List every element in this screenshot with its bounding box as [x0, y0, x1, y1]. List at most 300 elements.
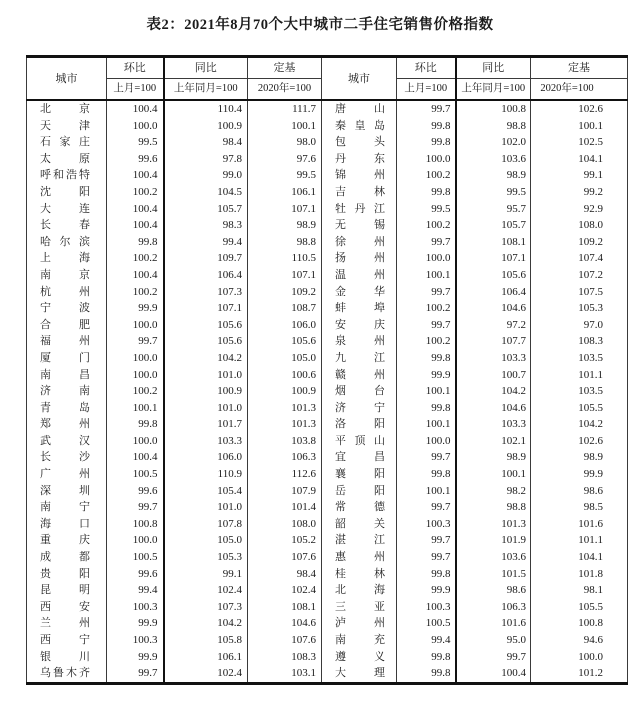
yoy-value: 98.9	[456, 449, 531, 466]
yoy-value: 101.3	[456, 516, 531, 533]
city-cell	[27, 615, 107, 632]
city-cell	[322, 466, 397, 483]
fixed-base-value: 100.8	[578, 617, 603, 630]
table-row	[27, 118, 628, 135]
fixed-base-value: 109.2	[248, 284, 322, 301]
table-row	[27, 649, 628, 666]
city-cell	[322, 582, 397, 599]
mom-value: 100.0	[397, 433, 456, 450]
table-row	[27, 333, 628, 350]
city-name: 大理	[335, 667, 385, 680]
city-cell	[322, 549, 397, 566]
fixed-base-value: 107.1	[248, 267, 322, 284]
city-name: 秦皇岛	[335, 119, 385, 132]
yoy-value: 103.6	[456, 549, 531, 566]
mom-value: 100.0	[107, 317, 164, 334]
mom-value: 99.9	[397, 367, 456, 384]
city-cell	[27, 632, 107, 649]
table-row	[27, 532, 628, 549]
city-cell	[322, 317, 397, 334]
yoy-value: 101.0	[164, 499, 248, 516]
city-cell	[27, 167, 107, 184]
yoy-value: 98.2	[456, 483, 531, 500]
city-cell	[322, 151, 397, 168]
yoy-value: 105.0	[164, 532, 248, 549]
yoy-value: 107.7	[456, 333, 531, 350]
mom-value: 100.0	[397, 151, 456, 168]
mom-value: 100.2	[397, 167, 456, 184]
mom-value: 100.5	[107, 466, 164, 483]
city-name: 唐山	[335, 103, 385, 115]
yoy-value: 97.8	[164, 151, 248, 168]
fixed-base-value: 98.8	[248, 234, 322, 251]
city-cell	[322, 615, 397, 632]
table-row	[27, 516, 628, 533]
table-row	[27, 566, 628, 583]
mom-value: 100.3	[397, 516, 456, 533]
fixed-base-value: 106.3	[248, 449, 322, 466]
city-name: 深圳	[40, 484, 90, 497]
city-cell	[27, 549, 107, 566]
fixed-base-value: 102.4	[248, 582, 322, 599]
city-cell	[322, 532, 397, 549]
table-row	[27, 151, 628, 168]
fixed-base-value: 98.9	[248, 217, 322, 234]
city-column-header-left: 城市	[27, 57, 107, 101]
city-cell	[27, 151, 107, 168]
city-name: 宜昌	[335, 451, 385, 464]
mom-value: 100.3	[107, 599, 164, 616]
mom-value: 100.4	[107, 201, 164, 218]
city-cell	[322, 350, 397, 367]
city-cell	[27, 350, 107, 367]
yoy-value: 108.1	[456, 234, 531, 251]
city-cell	[27, 400, 107, 417]
city-cell	[27, 532, 107, 549]
mom-value: 100.4	[107, 100, 164, 118]
fixed-base-value: 98.1	[583, 584, 603, 597]
yoy-value: 106.4	[164, 267, 248, 284]
table-row	[27, 250, 628, 267]
table-row	[27, 217, 628, 234]
city-cell	[322, 134, 397, 151]
yoy-value: 102.0	[456, 134, 531, 151]
yoy-value: 105.3	[164, 549, 248, 566]
fixed-base-value: 98.6	[583, 484, 603, 497]
mom-value: 100.4	[107, 267, 164, 284]
city-name: 三亚	[335, 600, 385, 613]
city-name: 青岛	[40, 401, 90, 414]
mom-value: 100.5	[397, 615, 456, 632]
table-row	[27, 433, 628, 450]
fixed-base-value: 101.1	[578, 368, 603, 381]
city-cell	[27, 582, 107, 599]
fixed-base-subheader-right: 2020年=100	[531, 79, 628, 101]
fixed-base-value: 92.9	[583, 202, 603, 215]
yoy-value: 105.6	[164, 317, 248, 334]
table-row	[27, 499, 628, 516]
fixed-base-value: 102.6	[578, 434, 603, 447]
mom-value: 100.2	[397, 300, 456, 317]
mom-value: 100.0	[107, 367, 164, 384]
fixed-base-value: 103.1	[248, 665, 322, 683]
city-name: 上海	[40, 252, 90, 265]
mom-value: 100.4	[107, 449, 164, 466]
city-cell	[322, 499, 397, 516]
yoy-value: 109.7	[164, 250, 248, 267]
mom-value: 99.8	[397, 118, 456, 135]
city-cell	[322, 367, 397, 384]
mom-value: 100.2	[107, 284, 164, 301]
city-name: 武汉	[40, 434, 90, 447]
mom-value: 100.0	[397, 250, 456, 267]
fixed-base-column-header-left: 定基	[248, 57, 322, 79]
city-cell	[322, 665, 397, 683]
yoy-subheader-right: 上年同月=100	[456, 79, 531, 101]
fixed-base-value: 104.1	[578, 152, 603, 165]
city-name: 兰州	[40, 617, 90, 630]
city-name: 泉州	[335, 335, 385, 348]
fixed-base-value: 107.9	[248, 483, 322, 500]
fixed-base-value: 99.5	[248, 167, 322, 184]
fixed-base-value: 104.1	[578, 551, 603, 564]
fixed-base-value: 94.6	[583, 634, 603, 646]
yoy-value: 104.5	[164, 184, 248, 201]
city-name: 呼和浩特	[40, 169, 90, 182]
fixed-base-value: 97.0	[583, 318, 603, 331]
mom-value: 99.7	[107, 665, 164, 683]
city-cell	[322, 649, 397, 666]
city-name: 乌鲁木齐	[40, 667, 90, 680]
yoy-value: 104.2	[164, 350, 248, 367]
yoy-value: 100.7	[456, 367, 531, 384]
fixed-base-value: 102.5	[578, 136, 603, 149]
mom-value: 99.9	[107, 649, 164, 666]
mom-value: 99.8	[397, 466, 456, 483]
yoy-value: 102.1	[456, 433, 531, 450]
fixed-base-value: 103.5	[578, 385, 603, 398]
fixed-base-value: 107.1	[248, 201, 322, 218]
city-cell	[322, 632, 397, 649]
city-cell	[322, 167, 397, 184]
fixed-base-value: 98.9	[583, 451, 603, 464]
fixed-base-value: 109.2	[578, 235, 603, 248]
city-name: 安庆	[335, 318, 385, 331]
table-row	[27, 134, 628, 151]
fixed-base-value: 110.5	[248, 250, 322, 267]
fixed-base-value: 107.6	[248, 549, 322, 566]
fixed-base-value: 98.5	[583, 501, 603, 514]
fixed-base-value: 104.2	[578, 418, 603, 431]
city-name: 无锡	[335, 219, 385, 232]
mom-column-header-left: 环比	[107, 57, 164, 79]
fixed-base-value: 101.3	[248, 416, 322, 433]
mom-value: 99.7	[107, 333, 164, 350]
fixed-base-value: 106.0	[248, 317, 322, 334]
city-cell	[322, 217, 397, 234]
mom-value: 100.4	[107, 217, 164, 234]
yoy-value: 105.6	[456, 267, 531, 284]
city-cell	[27, 118, 107, 135]
table-row	[27, 632, 628, 649]
mom-value: 99.8	[397, 350, 456, 367]
city-cell	[322, 433, 397, 450]
mom-value: 99.7	[397, 234, 456, 251]
fixed-base-value: 108.3	[578, 335, 603, 348]
table-row	[27, 549, 628, 566]
table-row	[27, 201, 628, 218]
table-body	[27, 100, 628, 683]
mom-value: 99.9	[107, 615, 164, 632]
city-cell	[27, 100, 107, 118]
yoy-value: 102.4	[164, 665, 248, 683]
yoy-value: 106.3	[456, 599, 531, 616]
table-row	[27, 300, 628, 317]
mom-value: 99.7	[397, 549, 456, 566]
city-cell	[322, 100, 397, 118]
mom-value: 100.1	[107, 400, 164, 417]
city-name: 西宁	[40, 634, 90, 646]
mom-value: 100.1	[397, 383, 456, 400]
yoy-value: 99.4	[164, 234, 248, 251]
city-cell	[322, 201, 397, 218]
city-name: 湛江	[335, 534, 385, 547]
fixed-base-value: 100.9	[248, 383, 322, 400]
yoy-value: 106.1	[164, 649, 248, 666]
yoy-value: 106.0	[164, 449, 248, 466]
city-cell	[27, 367, 107, 384]
mom-value: 99.8	[397, 649, 456, 666]
mom-value: 99.7	[397, 317, 456, 334]
city-cell	[322, 184, 397, 201]
city-cell	[322, 333, 397, 350]
fixed-base-value: 101.1	[578, 534, 603, 547]
mom-value: 99.8	[397, 665, 456, 683]
mom-value: 99.5	[107, 134, 164, 151]
price-index-table	[26, 55, 628, 685]
yoy-value: 110.9	[164, 466, 248, 483]
yoy-value: 107.1	[164, 300, 248, 317]
city-cell	[27, 599, 107, 616]
city-cell	[27, 134, 107, 151]
yoy-value: 99.7	[456, 649, 531, 666]
fixed-base-value: 108.7	[248, 300, 322, 317]
fixed-base-value: 104.6	[248, 615, 322, 632]
city-name: 蚌埠	[335, 302, 385, 315]
city-cell	[322, 234, 397, 251]
city-name: 西安	[40, 600, 90, 613]
city-name: 包头	[335, 136, 385, 149]
city-name: 遵义	[335, 650, 385, 663]
table-row	[27, 234, 628, 251]
yoy-value: 98.6	[456, 582, 531, 599]
city-name: 惠州	[335, 551, 385, 564]
mom-value: 99.8	[397, 400, 456, 417]
mom-value: 100.0	[107, 433, 164, 450]
fixed-base-value: 98.0	[248, 134, 322, 151]
table-row	[27, 383, 628, 400]
city-name: 哈尔滨	[40, 235, 90, 248]
yoy-value: 101.0	[164, 400, 248, 417]
table-row	[27, 599, 628, 616]
fixed-base-value: 107.4	[578, 252, 603, 265]
city-name: 厦门	[40, 351, 90, 364]
yoy-value: 101.9	[456, 532, 531, 549]
city-cell	[27, 416, 107, 433]
city-name: 北京	[40, 103, 90, 115]
city-name: 吉林	[335, 185, 385, 198]
yoy-value: 105.8	[164, 632, 248, 649]
fixed-base-value: 97.6	[248, 151, 322, 168]
yoy-value: 97.2	[456, 317, 531, 334]
mom-value: 100.2	[397, 217, 456, 234]
city-cell	[322, 383, 397, 400]
city-name: 海口	[40, 517, 90, 530]
city-name: 岳阳	[335, 484, 385, 497]
yoy-value: 100.9	[164, 383, 248, 400]
mom-value: 99.7	[397, 100, 456, 118]
yoy-value: 103.3	[456, 350, 531, 367]
fixed-base-value: 106.1	[248, 184, 322, 201]
fixed-base-value: 108.0	[578, 219, 603, 232]
yoy-value: 100.4	[456, 665, 531, 683]
city-name: 郑州	[40, 418, 90, 431]
city-cell	[27, 649, 107, 666]
city-column-header-right: 城市	[322, 57, 397, 101]
city-name: 牡丹江	[335, 202, 385, 215]
yoy-value: 105.6	[164, 333, 248, 350]
table-row	[27, 416, 628, 433]
city-name: 沈阳	[40, 185, 90, 198]
city-cell	[322, 267, 397, 284]
yoy-value: 98.4	[164, 134, 248, 151]
yoy-value: 99.1	[164, 566, 248, 583]
yoy-value: 107.3	[164, 284, 248, 301]
fixed-base-value: 100.1	[248, 118, 322, 135]
yoy-value: 101.7	[164, 416, 248, 433]
city-cell	[322, 516, 397, 533]
city-name: 金华	[335, 285, 385, 298]
mom-value: 100.0	[107, 118, 164, 135]
city-name: 徐州	[335, 235, 385, 248]
fixed-base-value: 99.2	[583, 185, 603, 198]
table-row	[27, 466, 628, 483]
city-name: 银川	[40, 650, 90, 663]
city-cell	[322, 118, 397, 135]
table-row	[27, 267, 628, 284]
city-name: 南京	[40, 268, 90, 281]
yoy-value: 107.1	[456, 250, 531, 267]
fixed-base-value: 101.2	[578, 667, 603, 680]
mom-value: 99.6	[107, 566, 164, 583]
city-name: 贵阳	[40, 567, 90, 580]
yoy-value: 99.5	[456, 184, 531, 201]
fixed-base-value: 99.9	[583, 468, 603, 481]
mom-value: 100.0	[107, 532, 164, 549]
city-name: 韶关	[335, 517, 385, 530]
mom-value: 99.8	[397, 134, 456, 151]
yoy-value: 101.6	[456, 615, 531, 632]
city-cell	[27, 250, 107, 267]
table-row	[27, 449, 628, 466]
city-name: 长沙	[40, 451, 90, 464]
city-name: 济宁	[335, 401, 385, 414]
fixed-base-value: 102.6	[578, 103, 603, 115]
yoy-column-header-right: 同比	[456, 57, 531, 79]
mom-value: 100.5	[107, 549, 164, 566]
city-name: 天津	[40, 119, 90, 132]
yoy-subheader-left: 上年同月=100	[164, 79, 248, 101]
city-name: 锦州	[335, 169, 385, 182]
fixed-base-column-header-right: 定基	[531, 57, 628, 79]
city-name: 昆明	[40, 584, 90, 597]
yoy-value: 102.4	[164, 582, 248, 599]
mom-value: 100.2	[107, 250, 164, 267]
city-cell	[27, 499, 107, 516]
city-name: 北海	[335, 584, 385, 597]
city-cell	[27, 449, 107, 466]
table-row	[27, 582, 628, 599]
city-name: 南充	[335, 634, 385, 646]
city-name: 南宁	[40, 501, 90, 514]
city-name: 烟台	[335, 385, 385, 398]
city-name: 杭州	[40, 285, 90, 298]
fixed-base-value: 108.3	[248, 649, 322, 666]
mom-value: 99.7	[397, 532, 456, 549]
yoy-column-header-left: 同比	[164, 57, 248, 79]
table-row	[27, 400, 628, 417]
mom-value: 100.1	[397, 267, 456, 284]
table-row	[27, 615, 628, 632]
city-cell	[322, 250, 397, 267]
city-cell	[27, 516, 107, 533]
yoy-value: 105.7	[456, 217, 531, 234]
city-cell	[27, 317, 107, 334]
city-name: 重庆	[40, 534, 90, 547]
city-cell	[322, 416, 397, 433]
fixed-base-value: 103.8	[248, 433, 322, 450]
fixed-base-value: 105.3	[578, 302, 603, 315]
table-row	[27, 317, 628, 334]
fixed-base-value: 101.4	[248, 499, 322, 516]
city-name: 襄阳	[335, 468, 385, 481]
fixed-base-value: 105.0	[248, 350, 322, 367]
mom-value: 99.7	[397, 499, 456, 516]
city-name: 桂林	[335, 567, 385, 580]
yoy-value: 104.6	[456, 300, 531, 317]
city-name: 南昌	[40, 368, 90, 381]
fixed-base-value: 101.6	[578, 517, 603, 530]
yoy-value: 103.3	[456, 416, 531, 433]
table-row	[27, 367, 628, 384]
mom-value: 99.4	[397, 632, 456, 649]
fixed-base-value: 107.5	[578, 285, 603, 298]
mom-value: 100.1	[397, 483, 456, 500]
fixed-base-subheader-left: 2020年=100	[248, 79, 322, 101]
fixed-base-value: 108.1	[248, 599, 322, 616]
fixed-base-value: 101.8	[578, 567, 603, 580]
yoy-value: 104.6	[456, 400, 531, 417]
mom-value: 100.0	[107, 350, 164, 367]
city-cell	[27, 483, 107, 500]
fixed-base-value: 100.1	[578, 119, 603, 132]
table-row	[27, 184, 628, 201]
city-cell	[322, 483, 397, 500]
fixed-base-value: 105.2	[248, 532, 322, 549]
fixed-base-value: 99.1	[583, 169, 603, 182]
table-row	[27, 167, 628, 184]
city-cell	[322, 400, 397, 417]
